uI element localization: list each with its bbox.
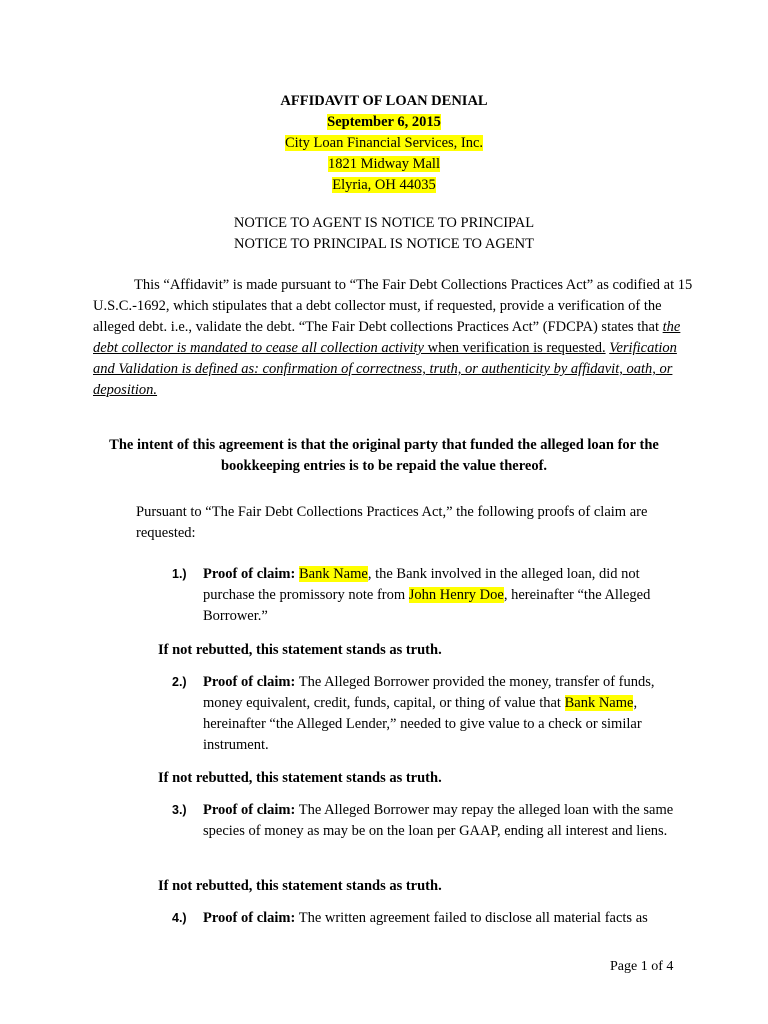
- claim-2: 2.) Proof of claim: The Alleged Borrower provided the money, transfer of funds, money equivalent, credit, funds, capital, or thing of value that Bank Name, hereinafter “the Alleged Lender,” needed to give value to a check or similar instrument.: [172, 674, 655, 753]
- notice-block: [0, 213, 768, 255]
- bank-name: Bank Name: [564, 695, 634, 711]
- company-name: City Loan Financial Services, Inc.: [284, 135, 484, 151]
- intro-definition: Verification and Validation is defined as: confirmation of correctness, truth, or authenticity by affidavit, oath, or deposition.: [93, 340, 677, 398]
- intro-emphasis: the debt collector is mandated to cease all collection activity: [93, 319, 681, 356]
- address-line-1: 1821 Midway Mall: [328, 156, 440, 172]
- claim-label: Proof of claim:: [203, 674, 296, 690]
- claim-number: 3.): [172, 803, 187, 817]
- bank-name: Bank Name: [298, 566, 368, 582]
- rebuttal-statement: If not rebutted, this statement stands as truth.: [158, 642, 442, 658]
- claim-label: Proof of claim:: [203, 910, 296, 926]
- claim-4: 4.) Proof of claim: The written agreement failed to disclose all material facts as: [172, 908, 692, 929]
- rebuttal-statement: If not rebutted, this statement stands as truth.: [158, 878, 442, 894]
- address-line-2: Elyria, OH 44035: [332, 177, 436, 193]
- document-header: [0, 91, 768, 196]
- page-number: Page 1 of 4: [610, 959, 674, 974]
- rebuttal-statement: If not rebutted, this statement stands as truth.: [158, 770, 442, 786]
- claim-label: Proof of claim:: [203, 566, 296, 582]
- borrower-name: John Henry Doe: [408, 587, 504, 603]
- intent-statement: The intent of this agreement is that the original party that funded the alleged loan for the bookkeeping entries is to be repaid the value thereof.: [109, 437, 659, 474]
- claim-label: Proof of claim:: [203, 802, 296, 818]
- claim-number: 1.): [172, 567, 187, 581]
- notice-line-1: NOTICE TO AGENT IS NOTICE TO PRINCIPAL: [233, 215, 535, 231]
- claim-number: 2.): [172, 675, 187, 689]
- pursuant-paragraph: Pursuant to “The Fair Debt Collections Practices Act,” the following proofs of claim are requested:: [136, 504, 648, 541]
- claim-number: 4.): [172, 911, 187, 925]
- document-title: AFFIDAVIT OF LOAN DENIAL: [280, 93, 488, 109]
- document-date: September 6, 2015: [327, 114, 441, 130]
- intro-paragraph: This “Affidavit” is made pursuant to “The Fair Debt Collections Practices Act” as codified at 15 U.S.C.-1692, which stipulates that a debt collector must, if requested, provide a verification of the alleged debt. i.e., validate the debt. “The Fair Debt collections Practices Act” (FDCPA) states that the debt collector is mandated to cease all collection activity when verification is requested. Verification and Validation is defined as: confirmation of correctness, truth, or authenticity by affidavit, oath, or deposition.: [93, 277, 693, 398]
- claim-1: 1.) Proof of claim: Bank Name, the Bank involved in the alleged loan, did not purchase the promissory note from John Henry Doe, hereinafter “the Alleged Borrower.”: [172, 566, 651, 624]
- claim-3: 3.) Proof of claim: The Alleged Borrower may repay the alleged loan with the same species of money as may be on the loan per GAAP, ending all interest and liens.: [172, 802, 674, 839]
- notice-line-2: NOTICE TO PRINCIPAL IS NOTICE TO AGENT: [234, 236, 534, 252]
